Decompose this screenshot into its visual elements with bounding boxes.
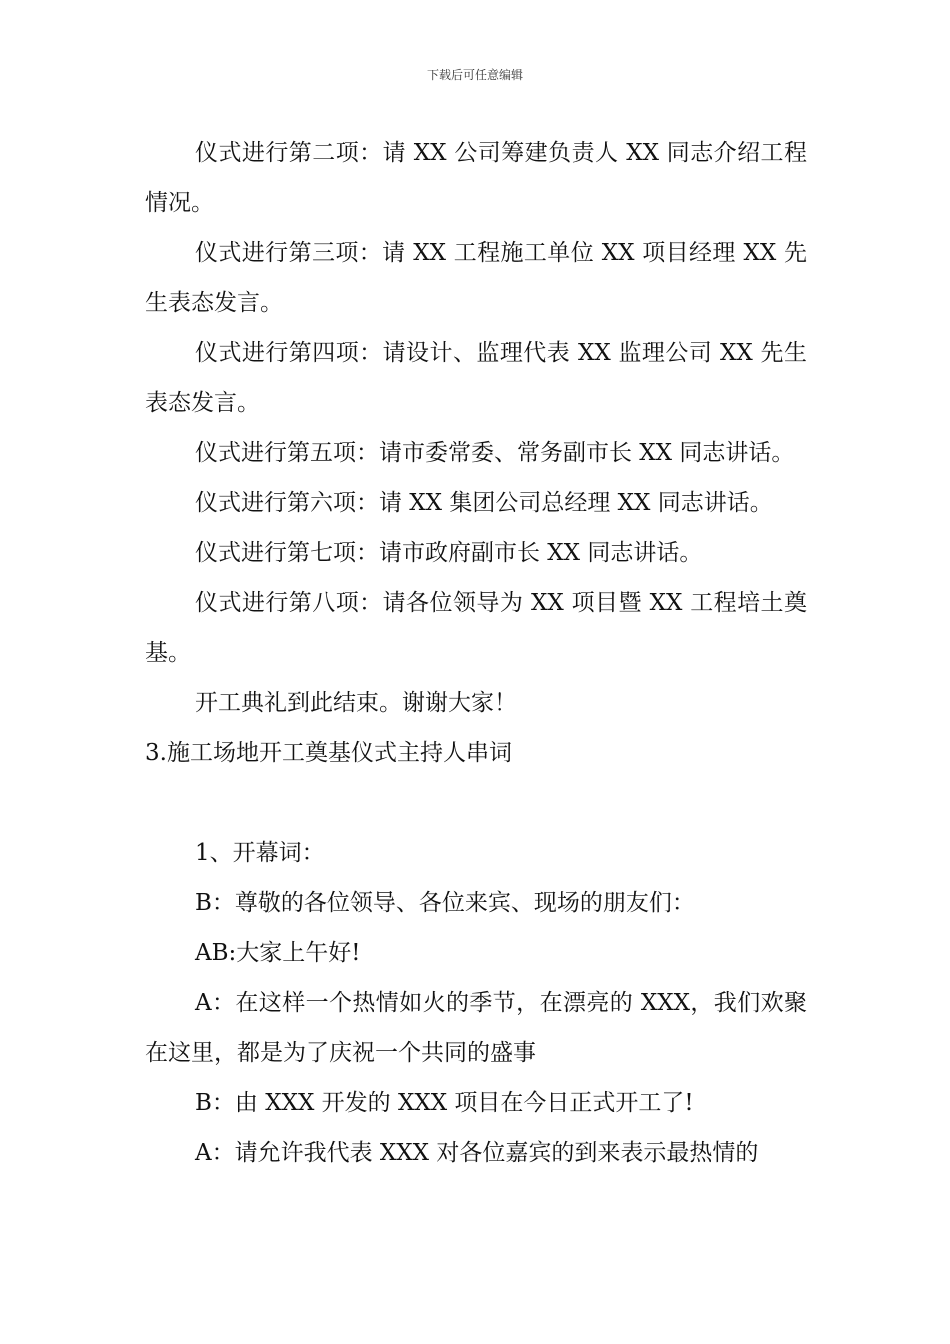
paragraph-item-7: 仪式进行第七项：请市政府副市长 XX 同志讲话。 (195, 540, 703, 566)
dialogue-line-a-2: A：请允许我代表 XXX 对各位嘉宾的到来表示最热情的 (195, 1140, 759, 1166)
section-title: 3.施工场地开工奠基仪式主持人串词 (145, 740, 512, 766)
paragraph-item-8: 仪式进行第八项：请各位领导为 XX 项目暨 XX 工程培土奠基。 (145, 590, 807, 666)
dialogue-line-b-2: B：由 XXX 开发的 XXX 项目在今日正式开工了! (195, 1090, 694, 1116)
opening-heading: 1、开幕词： (195, 840, 325, 866)
page-header-note: 下载后可任意编辑 (426, 68, 523, 82)
closing-paragraph: 开工典礼到此结束。谢谢大家！ (195, 690, 517, 716)
dialogue-line-b-1: B：尊敬的各位领导、各位来宾、现场的朋友们： (195, 890, 695, 916)
paragraph-item-4: 仪式进行第四项：请设计、监理代表 XX 监理公司 XX 先生表态发言。 (145, 340, 807, 416)
dialogue-line-a-1: A：在这样一个热情如火的季节，在漂亮的 XXX，我们欢聚在这里，都是为了庆祝一个共同的盛事 (145, 990, 807, 1066)
paragraph-item-5: 仪式进行第五项：请市委常委、常务副市长 XX 同志讲话。 (195, 440, 795, 466)
paragraph-item-2: 仪式进行第二项：请 XX 公司筹建负责人 XX 同志介绍工程情况。 (145, 140, 807, 216)
dialogue-line-ab: AB:大家上午好! (195, 940, 361, 966)
paragraph-item-3: 仪式进行第三项：请 XX 工程施工单位 XX 项目经理 XX 先生表态发言。 (145, 240, 807, 316)
document-body (145, 128, 807, 1178)
section-spacer (145, 778, 807, 828)
paragraph-item-6: 仪式进行第六项：请 XX 集团公司总经理 XX 同志讲话。 (195, 490, 773, 516)
